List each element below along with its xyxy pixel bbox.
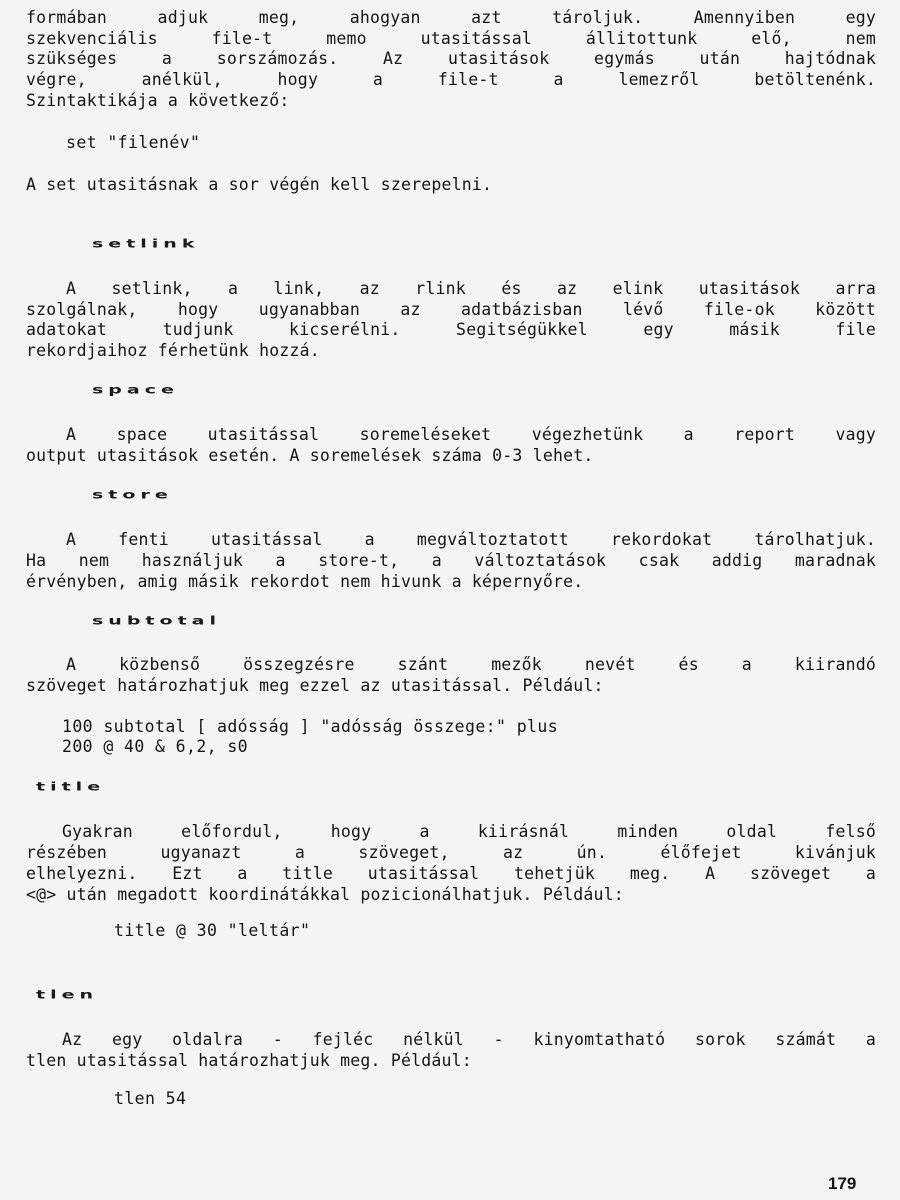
text-line: Az egy oldalra - fejléc nélkül - kinyomtatható sorok számát a (62, 1030, 876, 1049)
text-line: adatokat tudjunk kicserélni. Segitségükkel egy másik file (26, 320, 876, 339)
section-heading-tlen: tlen (36, 988, 99, 1002)
text-line: A setlink, a link, az rlink és az elink utasitások arra (66, 279, 876, 298)
text-line: szekvenciális file-t memo utasitással állitottunk elő, nem (26, 29, 876, 48)
text-line: szolgálnak, hogy ugyanabban az adatbázisban lévő file-ok között (26, 300, 876, 319)
code-example: tlen 54 (114, 1089, 187, 1108)
text-line: elhelyezni. Ezt a title utasitással tehetjük meg. A szöveget a (26, 864, 876, 883)
code-example: set "filenév" (66, 133, 201, 152)
text-line: tlen utasitással határozhatjuk meg. Például: (26, 1051, 472, 1070)
text-line: végre, anélkül, hogy a file-t a lemezről betöltenénk. (26, 70, 876, 89)
text-line: rekordjaihoz férhetünk hozzá. (26, 341, 320, 360)
text-line: szöveget határozhatjuk meg ezzel az utasitással. Például: (26, 676, 604, 695)
text-line: A space utasitással soremeléseket végezhetünk a report vagy (66, 425, 876, 444)
text-line: A fenti utasitással a megváltoztatott rekordokat tárolhatjuk. (66, 530, 876, 549)
code-example: title @ 30 "leltár" (114, 921, 311, 940)
text-line: szükséges a sorszámozás. Az utasitások egymás után hajtódnak (26, 49, 876, 68)
text-line: formában adjuk meg, ahogyan azt tároljuk. Amennyiben egy (26, 8, 876, 27)
code-example: 100 subtotal [ adósság ] "adósság összege:" plus (62, 717, 559, 736)
text-line: A közbenső összegzésre szánt mezők nevét és a kiirandó (66, 655, 876, 674)
text-line: output utasitások esetén. A soremelések száma 0-3 lehet. (26, 446, 594, 465)
code-example: 200 @ 40 & 6,2, s0 (62, 737, 249, 756)
section-heading-subtotal: subtotal (92, 614, 221, 628)
text-line: Szintaktikája a következő: (26, 91, 290, 110)
section-heading-title: title (36, 780, 106, 794)
section-heading-setlink: setlink (92, 237, 200, 251)
section-heading-store: store (92, 488, 173, 502)
text-line: részében ugyanazt a szöveget, az ún. élőfejet kivánjuk (26, 843, 876, 862)
text-line: <@> után megadott koordinátákkal pozicionálhatjuk. Például: (26, 885, 624, 904)
page-number: 179 (828, 1174, 857, 1193)
text-line: Gyakran előfordul, hogy a kiirásnál minden oldal felső (62, 822, 876, 841)
text-line: Ha nem használjuk a store-t, a változtatások csak addig maradnak (26, 551, 876, 570)
section-heading-space: space (92, 383, 179, 397)
text-line: érvényben, amig másik rekordot nem hivunk a képernyőre. (26, 572, 584, 591)
text-line: A set utasitásnak a sor végén kell szerepelni. (26, 175, 493, 194)
